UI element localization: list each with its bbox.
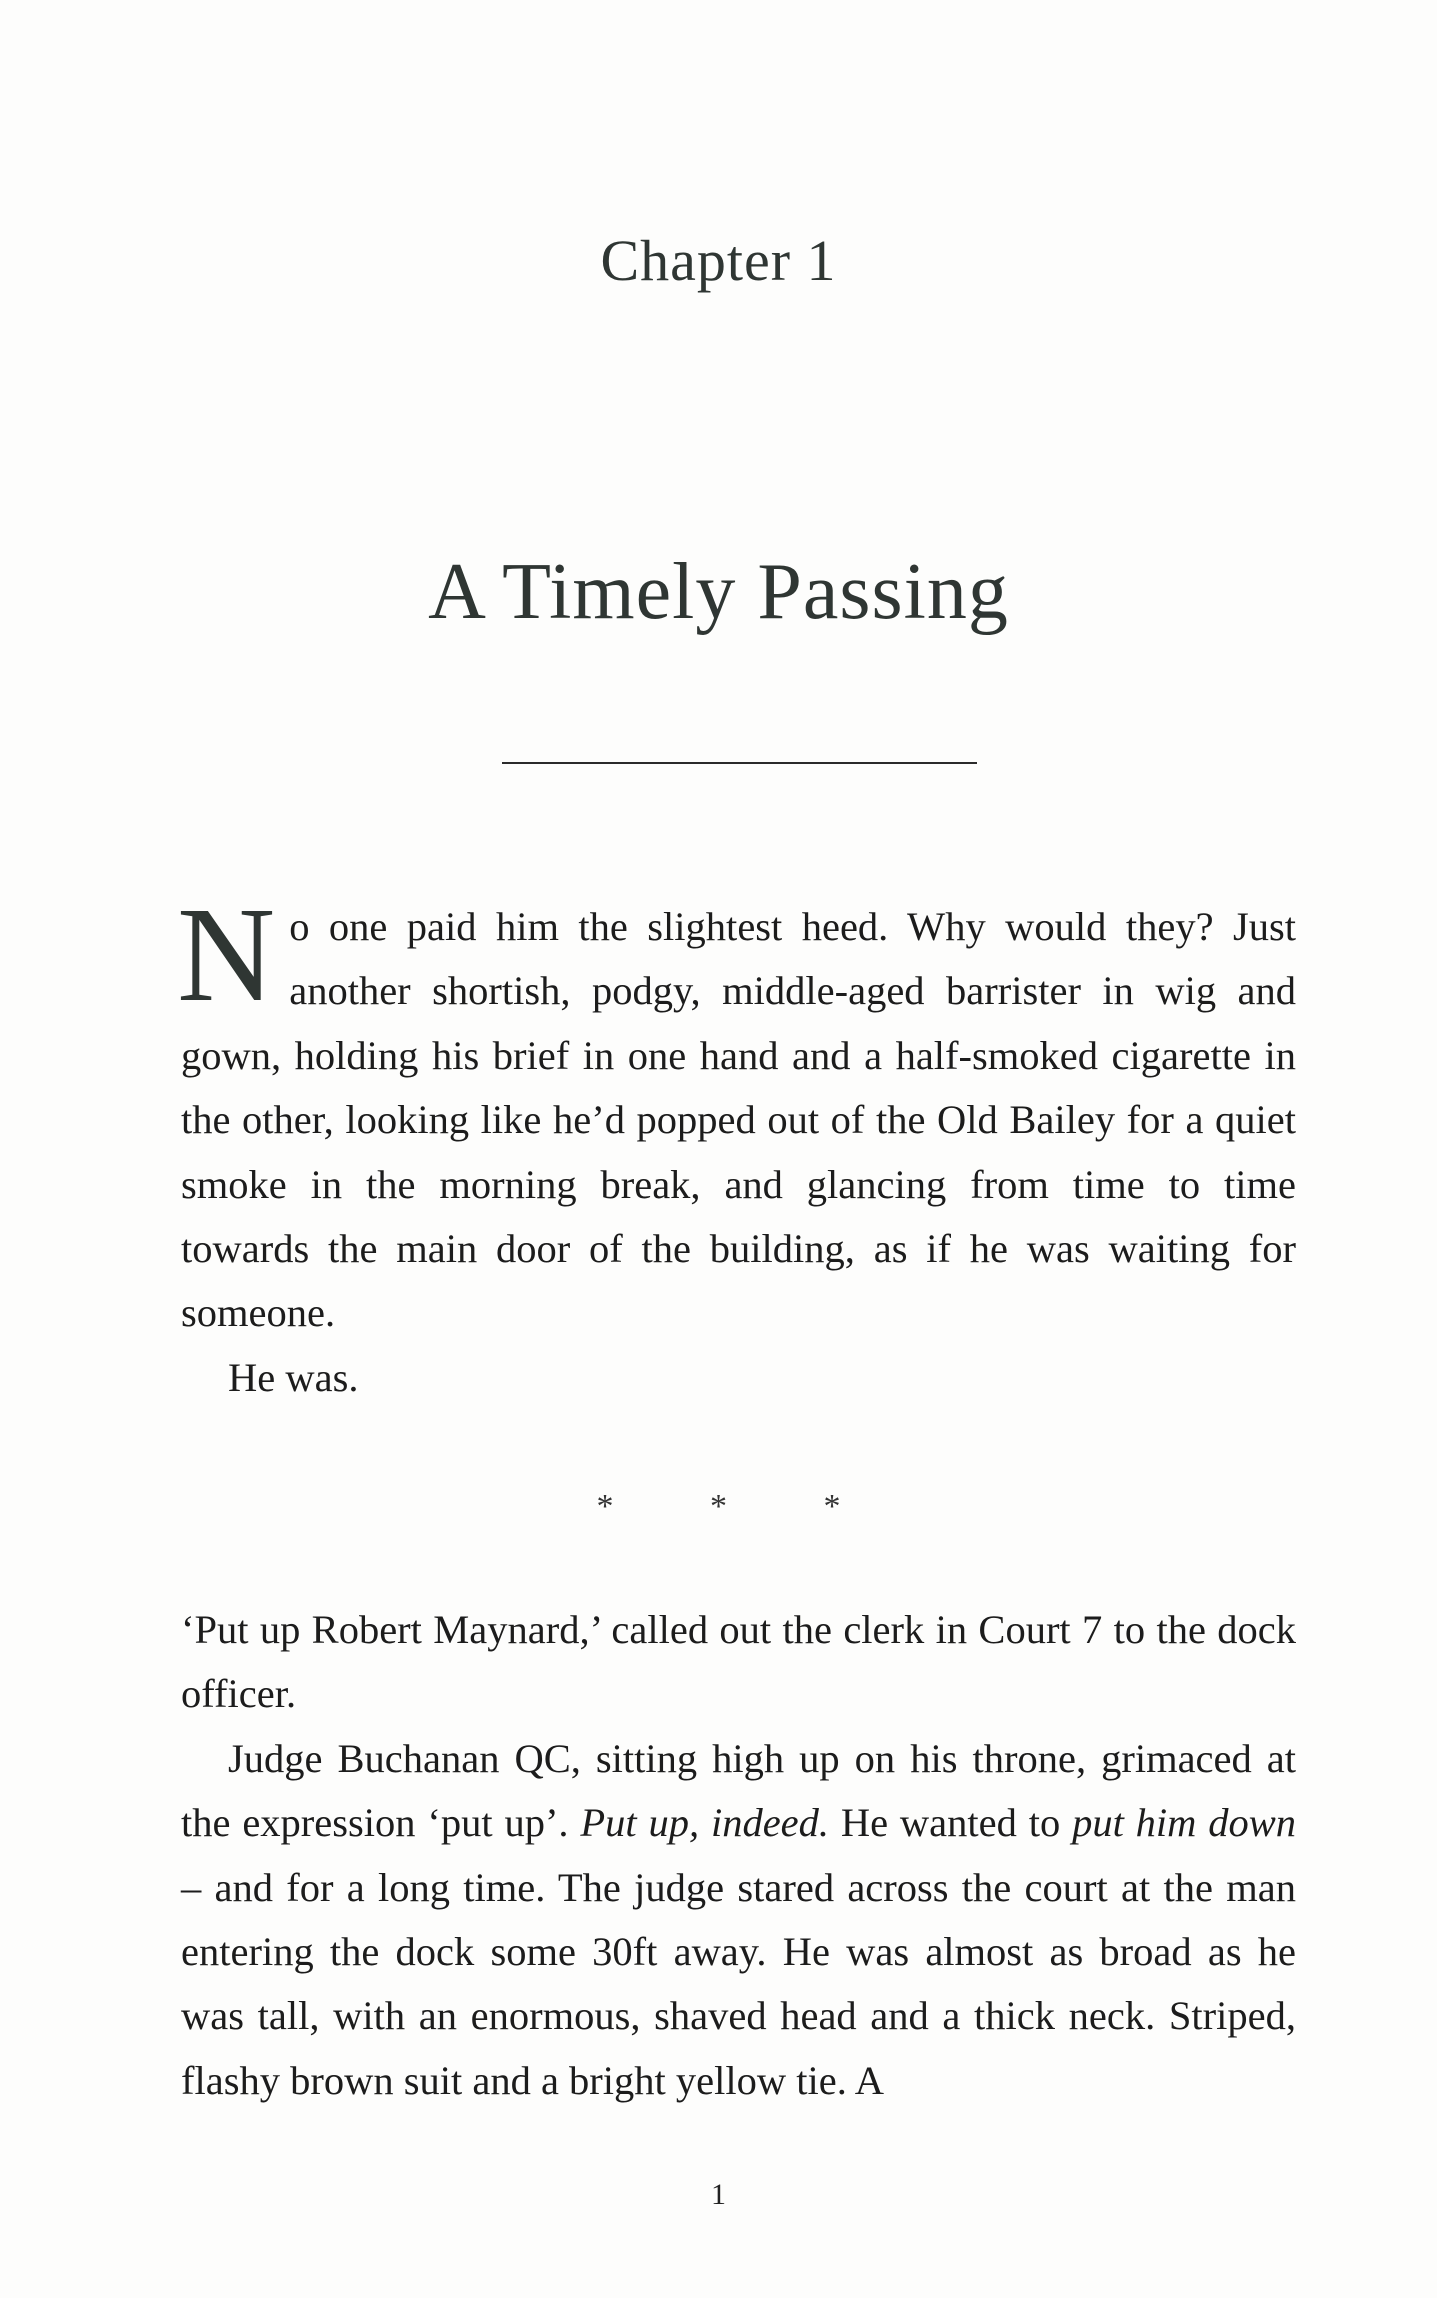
paragraph-judge: [181, 1727, 1296, 2113]
opening-paragraph: [177, 880, 1296, 1346]
opening-paragraph-text: o one paid him the slightest heed. Why would they? Just another shortish, podgy, middle-aged barrister in wig and gown, holding his brief in one hand and a half-smoked cigarette in the other, looking like he’d popped out of the Old Bailey for a quiet smoke in the morning break, and glancing from time to time towards the main door of the building, as if he was waiting for someone.: [181, 904, 1296, 1336]
paragraph-judge-italic-1: Put up, indeed.: [580, 1800, 830, 1846]
opening-section: [177, 880, 1296, 1410]
paragraph-judge-text-3: – and for a long time. The judge stared across the court at the man entering the dock some 30ft away. He was almost as broad as he was tall, with an enormous, shaved head and a thick neck. Striped, flashy brown suit and a bright yellow tie. A: [181, 1864, 1296, 2103]
paragraph-judge-text-1: Judge Buchanan QC, sitting high up on his throne, grimaced at the expression ‘put up’.: [181, 1735, 1296, 1846]
paragraph-court-clerk: ‘Put up Robert Maynard,’ called out the clerk in Court 7 to the dock officer.: [181, 1607, 1296, 1717]
title-divider: [502, 762, 977, 764]
page-number: 1: [711, 2178, 726, 2211]
chapter-title: A Timely Passing: [428, 548, 1009, 636]
drop-cap: N: [177, 880, 276, 1030]
paragraph-judge-text-2: He wanted to: [840, 1800, 1061, 1846]
scene-break: * * *: [596, 1488, 885, 1525]
paragraph-judge-italic-2: put him down: [1072, 1800, 1297, 1846]
continuation-section: [181, 1598, 1296, 2113]
short-line: He was.: [228, 1354, 359, 1400]
chapter-label: Chapter 1: [600, 228, 837, 293]
